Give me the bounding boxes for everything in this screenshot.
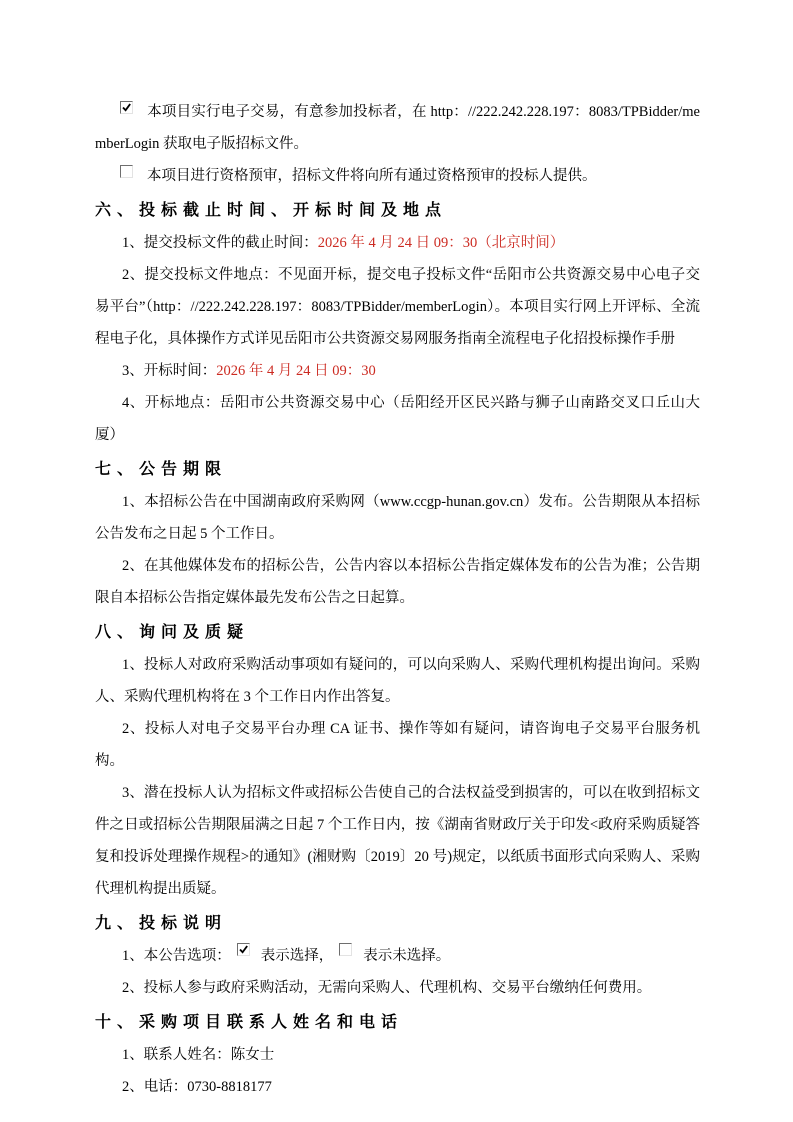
item-inquiry-procedure <box>95 649 700 713</box>
item-opening-location <box>95 387 700 451</box>
unchecked-checkbox[interactable] <box>120 165 133 178</box>
item-text: 1、联系人姓名：陈女士 <box>122 1047 275 1063</box>
section-heading-inquiries: 八、询问及质疑 <box>95 624 250 641</box>
item-announcement-publication <box>95 486 700 550</box>
deadline-datetime: 2026 年 4 月 24 日 09：30（北京时间） <box>317 235 565 251</box>
item-text: 2、在其他媒体发布的招标公告，公告内容以本招标公告指定媒体发布的公告为准；公告期限自本招标公告指定媒体最先发布公告之日起算。 <box>95 558 700 606</box>
checked-checkbox[interactable] <box>120 101 133 114</box>
item-text: 1、提交投标文件的截止时间： <box>122 235 318 251</box>
section-heading-contact: 十、采购项目联系人姓名和电话 <box>95 1014 404 1031</box>
checked-checkbox[interactable] <box>237 943 250 956</box>
item-text: 2、投标人参与政府采购活动，无需向采购人、代理机构、交易平台缴纳任何费用。 <box>122 980 652 996</box>
section-heading-bid-deadline: 六、投标截止时间、开标时间及地点 <box>95 202 448 219</box>
section-heading-bid-instructions: 九、投标说明 <box>95 915 228 932</box>
item-no-fees <box>95 972 700 1004</box>
item-text: 3、开标时间： <box>122 363 217 379</box>
item-contact-phone <box>95 1071 700 1103</box>
item-text: 4、开标地点：岳阳市公共资源交易中心（岳阳经开区民兴路与狮子山南路交叉口丘山大厦） <box>95 395 700 443</box>
item-other-media <box>95 550 700 614</box>
notice-electronic-trading <box>95 96 700 160</box>
legend-label: 1、本公告选项： <box>122 948 231 964</box>
item-text: 2、电话：0730-8818177 <box>122 1079 272 1095</box>
opening-datetime: 2026 年 4 月 24 日 09：30 <box>216 363 376 379</box>
item-submission-deadline <box>95 227 700 259</box>
item-text: 1、本招标公告在中国湖南政府采购网（www.ccgp-hunan.gov.cn）发布。公告期限从本招标公告发布之日起 5 个工作日。 <box>95 494 700 542</box>
item-contact-name <box>95 1039 700 1071</box>
notice-text: 本项目进行资格预审，招标文件将向所有通过资格预审的投标人提供。 <box>147 168 597 184</box>
item-text: 1、投标人对政府采购活动事项如有疑问的，可以向采购人、采购代理机构提出询问。采购人、采购代理机构将在 3 个工作日内作出答复。 <box>95 657 700 705</box>
item-ca-certificate <box>95 713 700 777</box>
item-option-legend <box>95 940 700 972</box>
item-submission-location <box>95 259 700 355</box>
section-heading-announcement-period: 七、公告期限 <box>95 461 228 478</box>
legend-unchecked-meaning: 表示未选择。 <box>363 948 451 964</box>
item-text: 2、提交投标文件地点：不见面开标，提交电子投标文件“岳阳市公共资源交易中心电子交易平台”（http：//222.242.228.197：8083/TPBidder/memberLogin）。本项目实行网上开评标、全流程电子化，具体操作方式详见岳阳市公共资源交易网服务指南全流程电子化招投标操作手册 <box>95 267 700 347</box>
notice-prequalification <box>95 160 700 192</box>
item-challenge-procedure <box>95 777 700 905</box>
unchecked-checkbox[interactable] <box>339 943 352 956</box>
item-text: 3、潜在投标人认为招标文件或招标公告使自己的合法权益受到损害的，可以在收到招标文件之日或招标公告期限届满之日起 7 个工作日内，按《湖南省财政厅关于印发<政府采购质疑答复和投诉处理操作规程>的通知》(湘财购〔2019〕20 号)规定，以纸质书面形式向采购人、采购代理机构提出质疑。 <box>95 785 700 897</box>
notice-text: 本项目实行电子交易，有意参加投标者，在 http：//222.242.228.197：8083/TPBidder/memberLogin 获取电子版招标文件。 <box>95 104 700 152</box>
item-opening-time <box>95 355 700 387</box>
item-text: 2、投标人对电子交易平台办理 CA 证书、操作等如有疑问，请咨询电子交易平台服务机构。 <box>95 721 700 769</box>
legend-checked-meaning: 表示选择， <box>260 948 334 964</box>
